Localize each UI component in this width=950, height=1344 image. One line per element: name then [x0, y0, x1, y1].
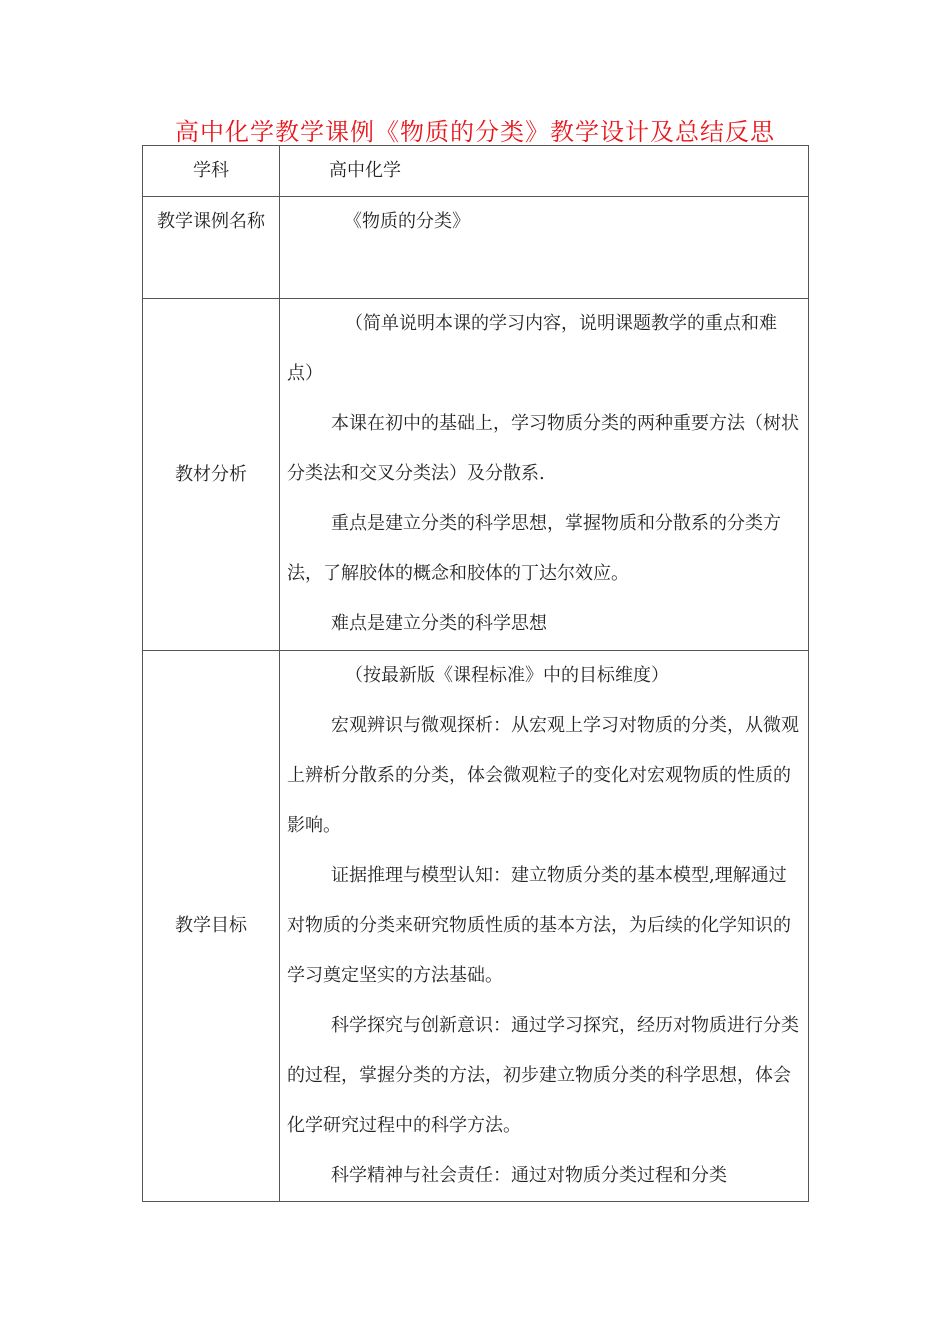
lesson-name-value: 《物质的分类》	[344, 211, 470, 232]
material-analysis-label: 教材分析	[175, 463, 247, 485]
table-row-lesson-name	[143, 197, 809, 299]
teaching-goals-label-cell	[143, 651, 280, 1202]
material-analysis-paragraph: 难点是建立分类的科学思想	[331, 613, 547, 634]
table-row-subject	[143, 146, 809, 197]
lesson-name-label: 教学课例名称	[157, 211, 265, 232]
lesson-info-table	[142, 145, 809, 1202]
subject-label-cell	[143, 146, 280, 197]
lesson-name-label-cell	[143, 197, 280, 299]
teaching-goals-paragraph: 科学精神与社会责任：通过对物质分类过程和分类	[331, 1165, 727, 1186]
teaching-goals-content-cell	[280, 651, 809, 1202]
subject-value: 高中化学	[329, 160, 401, 181]
teaching-goals-paragraph: （按最新版《课程标准》中的目标维度）	[345, 665, 669, 686]
lesson-name-value-cell	[280, 197, 809, 299]
document-title: 高中化学教学课例《物质的分类》教学设计及总结反思	[175, 118, 775, 146]
teaching-goals-paragraph: 宏观辨识与微观探析：从宏观上学习对物质的分类，从微观上辨析分散系的分类，体会微观粒子的变化对宏观物质的性质的影响。	[287, 715, 799, 836]
subject-label: 学科	[193, 160, 229, 181]
teaching-goals-paragraph: 科学探究与创新意识：通过学习探究，经历对物质进行分类的过程，掌握分类的方法，初步建立物质分类的科学思想，体会化学研究过程中的科学方法。	[287, 1015, 799, 1136]
material-analysis-paragraph: （简单说明本课的学习内容，说明课题教学的重点和难点）	[287, 313, 777, 384]
table-row-material-analysis	[143, 299, 809, 651]
material-analysis-content-cell	[280, 299, 809, 651]
table-row-teaching-goals	[143, 651, 809, 1202]
teaching-goals-label: 教学目标	[175, 915, 247, 936]
material-analysis-paragraph: 重点是建立分类的科学思想，掌握物质和分散系的分类方法，了解胶体的概念和胶体的丁达尔效应。	[287, 513, 781, 584]
material-analysis-label-cell	[143, 299, 280, 651]
subject-value-cell	[280, 146, 809, 197]
teaching-goals-paragraph: 证据推理与模型认知：建立物质分类的基本模型,理解通过对物质的分类来研究物质性质的基本方法，为后续的化学知识的学习奠定坚实的方法基础。	[287, 865, 791, 986]
material-analysis-paragraph: 本课在初中的基础上，学习物质分类的两种重要方法（树状分类法和交叉分类法）及分散系.	[287, 413, 799, 484]
